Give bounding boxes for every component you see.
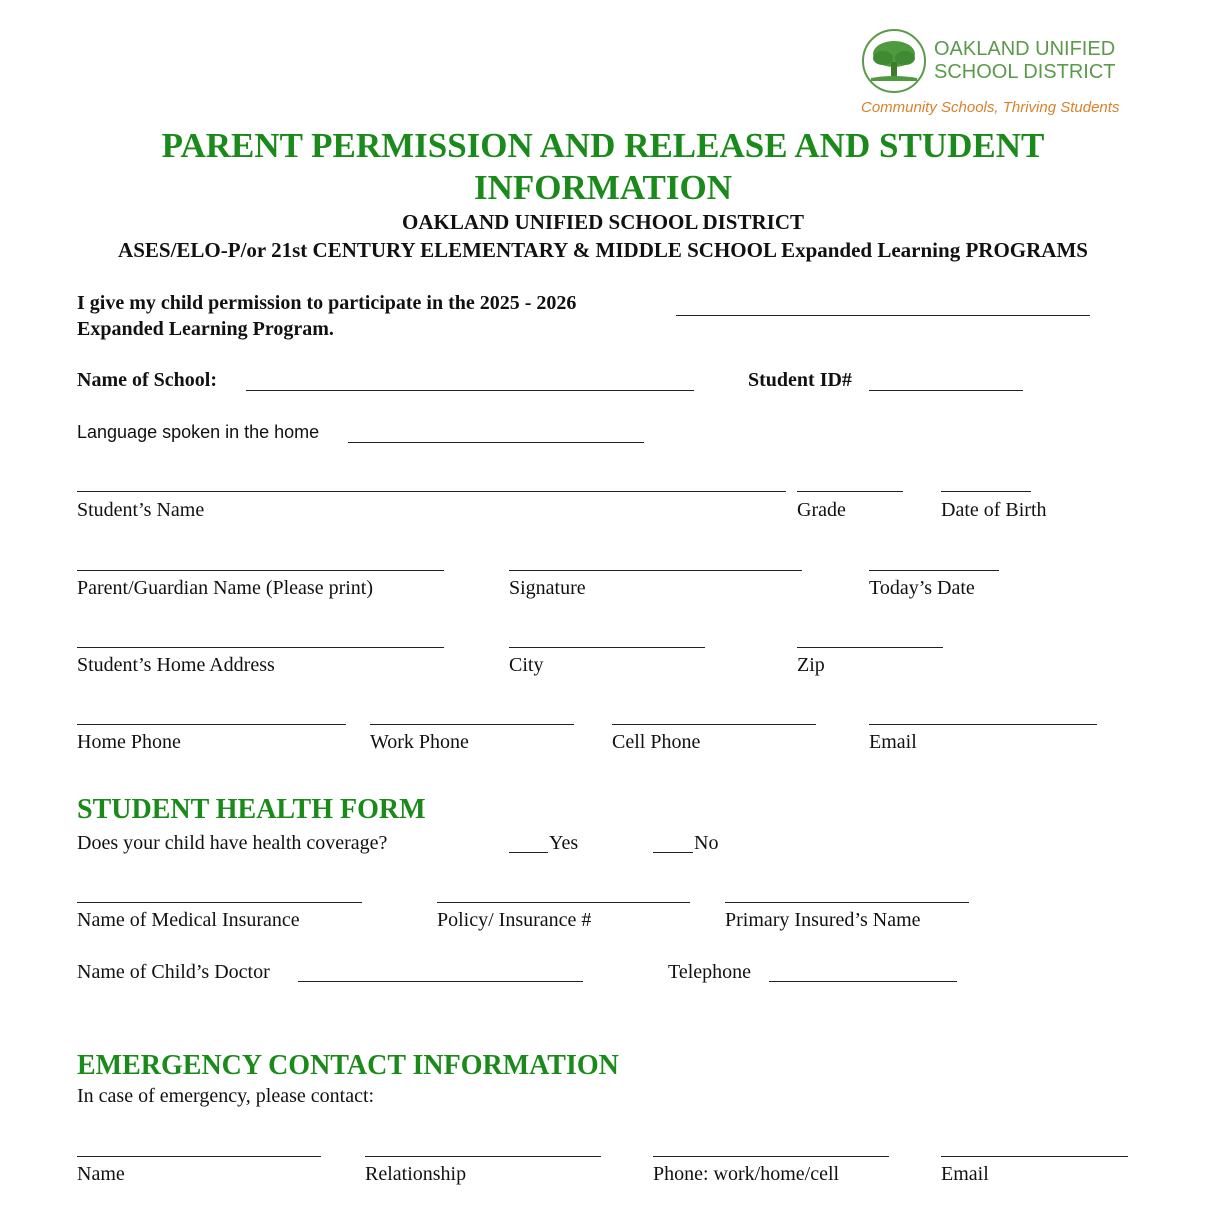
home-phone-field[interactable]	[77, 724, 346, 725]
city-label: City	[509, 654, 544, 676]
emergency-name-label: Name	[77, 1163, 125, 1185]
doctor-name-label: Name of Child’s Doctor	[77, 961, 270, 983]
primary-insured-label: Primary Insured’s Name	[725, 909, 921, 931]
signature-field[interactable]	[509, 570, 802, 571]
doctor-name-field[interactable]	[298, 981, 583, 982]
parent-name-label: Parent/Guardian Name (Please print)	[77, 577, 374, 599]
work-phone-field[interactable]	[370, 724, 574, 725]
work-phone-label: Work Phone	[370, 731, 469, 753]
date-of-birth-field[interactable]	[941, 491, 1031, 492]
logo-line-1: OAKLAND UNIFIED	[934, 38, 1116, 60]
emergency-phone-label: Phone: work/home/cell	[653, 1163, 840, 1185]
district-subtitle: OAKLAND UNIFIED SCHOOL DISTRICT	[402, 210, 804, 234]
medical-insurance-label: Name of Medical Insurance	[77, 909, 300, 931]
todays-date-field[interactable]	[869, 570, 999, 571]
health-form-heading: STUDENT HEALTH FORM	[77, 794, 426, 825]
doctor-telephone-label: Telephone	[668, 961, 752, 983]
city-field[interactable]	[509, 647, 705, 648]
school-name-label: Name of School:	[77, 369, 217, 391]
health-coverage-question: Does your child have health coverage?	[77, 832, 388, 854]
home-address-field[interactable]	[77, 647, 444, 648]
medical-insurance-field[interactable]	[77, 902, 362, 903]
todays-date-label: Today’s Date	[869, 577, 975, 599]
permission-text-line-2: Expanded Learning Program.	[77, 318, 334, 340]
cell-phone-label: Cell Phone	[612, 731, 701, 753]
permission-text-line-1: I give my child permission to participate in the 2025 - 2026	[77, 292, 577, 314]
school-name-field[interactable]	[246, 390, 694, 391]
emergency-relationship-field[interactable]	[365, 1156, 601, 1157]
student-name-label: Student’s Name	[77, 499, 205, 521]
coverage-no-label: No	[694, 832, 719, 854]
student-id-label: Student ID#	[748, 369, 852, 391]
grade-label: Grade	[797, 499, 846, 521]
logo-tagline: Community Schools, Thriving Students	[861, 99, 1120, 116]
language-label: Language spoken in the home	[77, 422, 320, 442]
home-phone-label: Home Phone	[77, 731, 181, 753]
zip-label: Zip	[797, 654, 825, 676]
zip-field[interactable]	[797, 647, 943, 648]
program-subtitle: ASES/ELO-P/or 21st CENTURY ELEMENTARY & MIDDLE SCHOOL Expanded Learning PROGRAMS	[118, 238, 1088, 262]
student-name-field[interactable]	[77, 491, 786, 492]
cell-phone-field[interactable]	[612, 724, 816, 725]
language-field[interactable]	[348, 442, 644, 443]
signature-label: Signature	[509, 577, 586, 599]
date-of-birth-label: Date of Birth	[941, 499, 1047, 521]
oak-tree-icon	[861, 28, 927, 94]
coverage-yes-field[interactable]	[509, 852, 548, 853]
email-label: Email	[869, 731, 917, 753]
page-title-line-2: INFORMATION	[474, 168, 732, 207]
doctor-telephone-field[interactable]	[769, 981, 957, 982]
emergency-intro: In case of emergency, please contact:	[77, 1085, 375, 1107]
coverage-yes-label: Yes	[549, 832, 579, 854]
primary-insured-field[interactable]	[725, 902, 969, 903]
parent-name-field[interactable]	[77, 570, 444, 571]
email-field[interactable]	[869, 724, 1097, 725]
emergency-name-field[interactable]	[77, 1156, 321, 1157]
emergency-email-label: Email	[941, 1163, 989, 1185]
policy-number-field[interactable]	[437, 902, 690, 903]
policy-number-label: Policy/ Insurance #	[437, 909, 592, 931]
page-title-line-1: PARENT PERMISSION AND RELEASE AND STUDENT	[161, 126, 1045, 165]
emergency-email-field[interactable]	[941, 1156, 1128, 1157]
emergency-relationship-label: Relationship	[365, 1163, 467, 1185]
emergency-phone-field[interactable]	[653, 1156, 889, 1157]
coverage-no-field[interactable]	[653, 852, 693, 853]
grade-field[interactable]	[797, 491, 903, 492]
logo-line-2: SCHOOL DISTRICT	[934, 61, 1116, 83]
program-name-field[interactable]	[676, 315, 1090, 316]
emergency-contact-heading: EMERGENCY CONTACT INFORMATION	[77, 1050, 619, 1081]
home-address-label: Student’s Home Address	[77, 654, 275, 676]
student-id-field[interactable]	[869, 390, 1023, 391]
